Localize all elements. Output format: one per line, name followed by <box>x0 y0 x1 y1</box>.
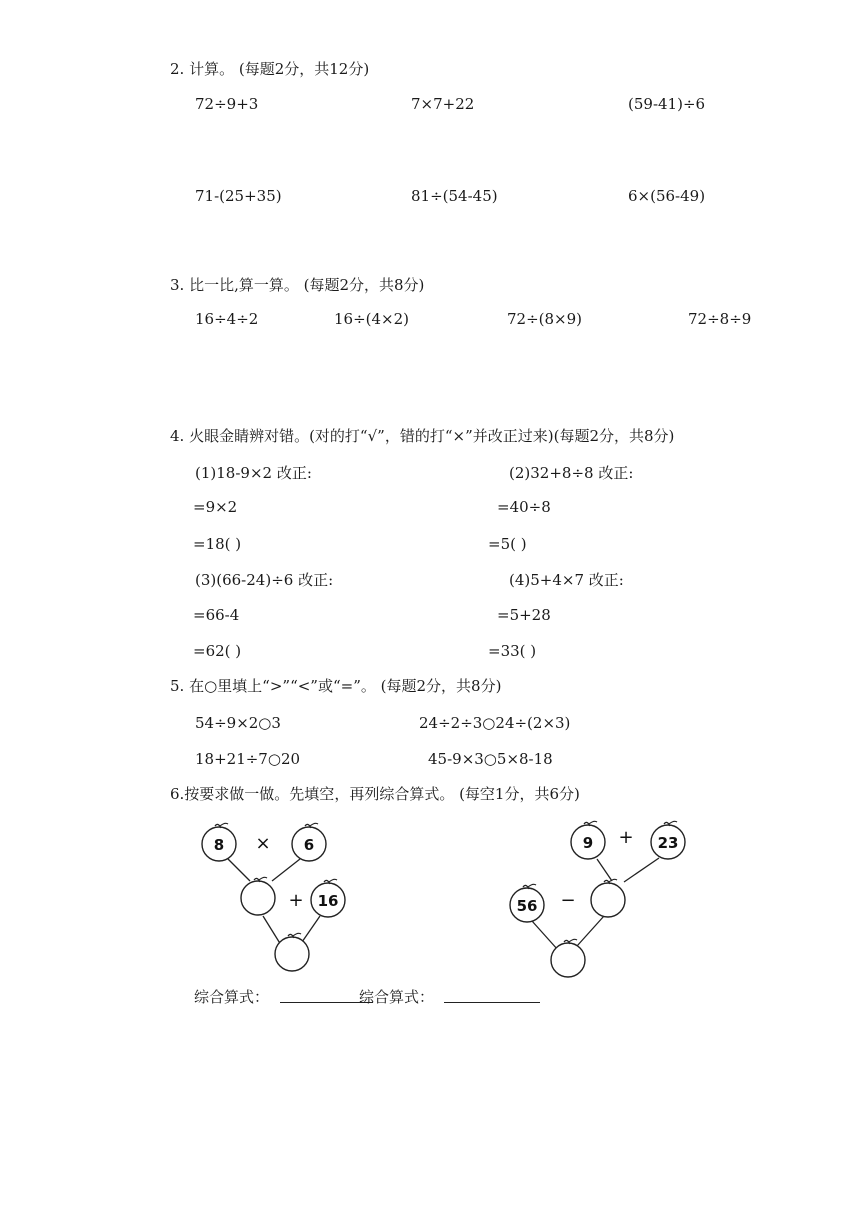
q2-expr-6: 6×(56-49) <box>628 187 706 205</box>
q2-expr-3: (59-41)÷6 <box>628 95 706 113</box>
tree1-apple-blank-mid[interactable] <box>241 877 275 915</box>
tree1-line-c <box>263 916 281 945</box>
tree1-line-a <box>228 859 250 881</box>
q4-part3-head: (3)(66-24)÷6 改正: <box>195 571 334 589</box>
svg-text:16: 16 <box>317 892 339 910</box>
tree2-apple-23 <box>651 821 685 859</box>
tree2-apple-56 <box>510 884 544 922</box>
tree1-op-plus: + <box>288 890 304 911</box>
tree2-line-a <box>597 859 612 881</box>
q3-expr-3: 72÷(8×9) <box>507 310 583 328</box>
q4-part4-step2: =33( ) <box>488 642 537 660</box>
tree2-line-b <box>624 858 659 882</box>
q3-title: 3. 比一比,算一算。 (每题2分，共8分) <box>170 276 425 294</box>
q2-expr-1: 72÷9+3 <box>195 95 259 113</box>
q4-title: 4. 火眼金睛辨对错。(对的打“√”，错的打“×”并改正过来)(每题2分，共8分) <box>170 427 675 445</box>
q2-expr-4: 71-(25+35) <box>195 187 282 205</box>
q4-part2-head: (2)32+8÷8 改正: <box>509 464 634 482</box>
q2-title: 2. 计算。 (每题2分，共12分) <box>170 60 370 78</box>
q6-title: 6.按要求做一做。先填空，再列综合算式。 (每空1分，共6分) <box>170 785 580 803</box>
tree2-apple-blank-bottom[interactable] <box>551 939 585 977</box>
q3-expr-2: 16÷(4×2) <box>334 310 410 328</box>
tree2-line-c <box>532 921 558 950</box>
q4-part1-step2: =18( ) <box>193 535 242 553</box>
q2-expr-2: 7×7+22 <box>411 95 475 113</box>
tree1-line-b <box>272 859 300 881</box>
svg-text:56: 56 <box>516 897 538 915</box>
formula-label-2: 综合算式： <box>359 988 435 1006</box>
tree1-apple-6 <box>292 823 326 861</box>
formula-label-1: 综合算式： <box>194 988 270 1006</box>
svg-text:9: 9 <box>582 834 594 852</box>
q2-expr-5: 81÷(54-45) <box>411 187 498 205</box>
q4-part4-head: (4)5+4×7 改正: <box>509 571 624 589</box>
q4-part3-step1: =66-4 <box>193 606 240 624</box>
q4-part2-step2: =5( ) <box>488 535 527 553</box>
q4-part2-step1: =40÷8 <box>497 498 551 516</box>
q3-expr-1: 16÷4÷2 <box>195 310 259 328</box>
tree1-apple-8 <box>202 823 236 861</box>
q5-item-4: 45-9×3○5×8-18 <box>428 750 553 768</box>
q4-part1-step1: =9×2 <box>193 498 238 516</box>
formula-blank-2[interactable] <box>444 988 540 1003</box>
tree2-line-d <box>577 916 604 946</box>
q3-expr-4: 72÷8÷9 <box>688 310 752 328</box>
tree2-op-minus: − <box>560 890 576 911</box>
q5-item-1: 54÷9×2○3 <box>195 714 281 732</box>
tree2-op-plus: + <box>618 827 634 848</box>
tree1-apple-16 <box>311 879 345 917</box>
tree1-op-multiply: × <box>255 833 271 854</box>
q5-item-3: 18+21÷7○20 <box>195 750 301 768</box>
tree2-apple-blank-mid[interactable] <box>591 879 625 917</box>
svg-text:6: 6 <box>303 836 315 854</box>
q5-title: 5. 在○里填上“>”“<”或“=”。 (每题2分，共8分) <box>170 677 502 695</box>
tree2-apple-9 <box>571 821 605 859</box>
svg-text:8: 8 <box>213 836 225 854</box>
svg-text:23: 23 <box>657 834 679 852</box>
q4-part1-head: (1)18-9×2 改正: <box>195 464 312 482</box>
tree1-line-d <box>302 916 320 942</box>
q4-part3-step2: =62( ) <box>193 642 242 660</box>
q5-item-2: 24÷2÷3○24÷(2×3) <box>419 714 571 732</box>
q4-part4-step1: =5+28 <box>497 606 551 624</box>
